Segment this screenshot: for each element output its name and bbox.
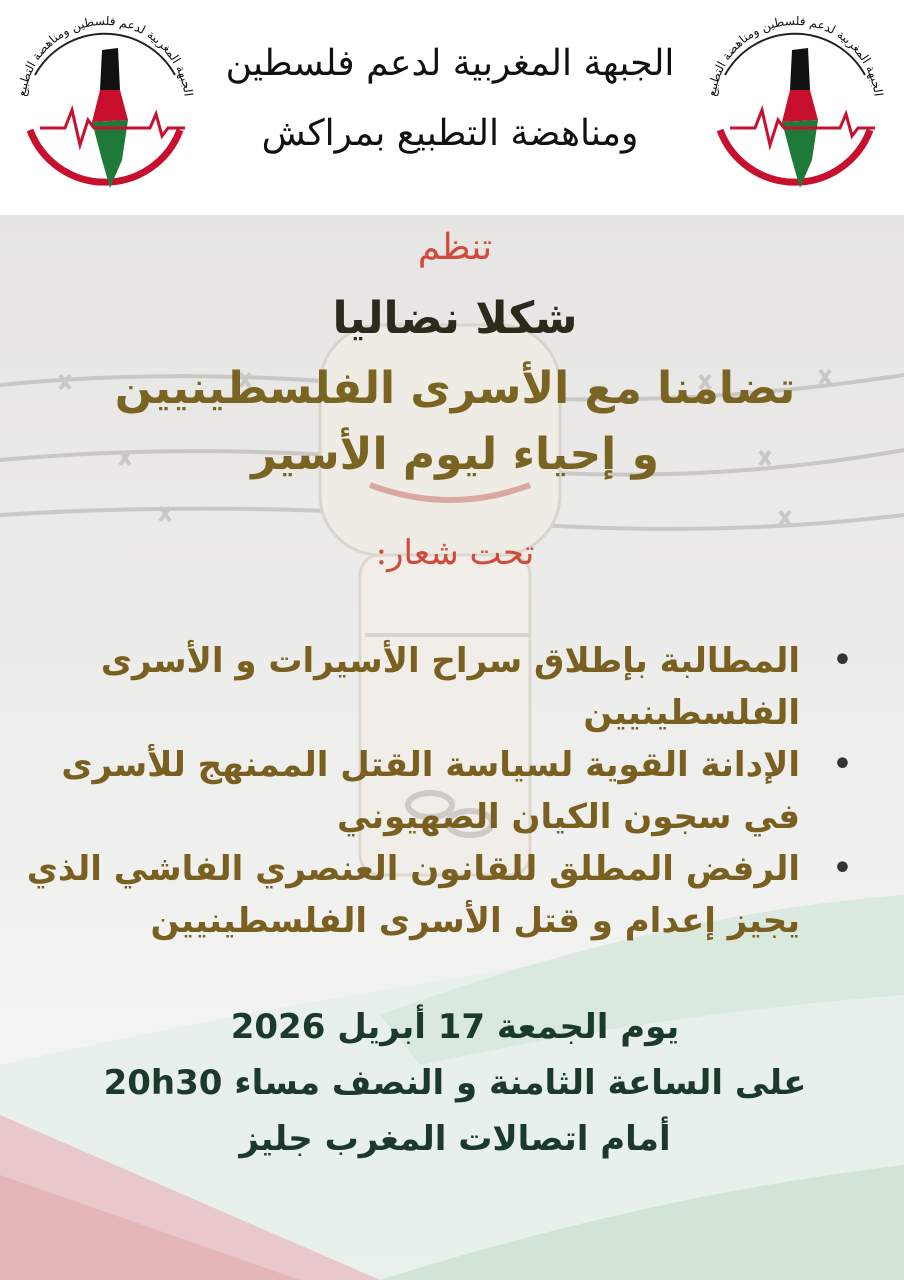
bullet-icon: •	[832, 643, 852, 678]
poster-body	[0, 215, 904, 1280]
event-date: يوم الجمعة 17 أبريل 2026	[230, 1007, 680, 1047]
event-place: أمام اتصالات المغرب جليز	[239, 1119, 671, 1159]
bullet-icon: •	[832, 851, 852, 886]
organization-name-line2: ومناهضة التطبيع بمراكش	[261, 113, 639, 154]
demand-text: الإدانة القوية لسياسة القتل الممنهج للأسرى في سجون الكيان الصهيوني	[61, 745, 800, 837]
list-item	[10, 635, 870, 739]
title-line-1: شكلا نضاليا	[332, 293, 578, 344]
header	[0, 0, 904, 215]
event-time: على الساعة الثامنة و النصف مساء 20h30	[103, 1063, 807, 1103]
organizes-label: تنظم	[417, 227, 493, 268]
svg-text:الجبهة المغربية لدعم فلسطين وم: الجبهة المغربية لدعم فلسطين ومناهضة التطبيع	[14, 13, 196, 98]
demand-text: المطالبة بإطلاق سراح الأسيرات و الأسرى الفلسطينيين	[100, 641, 800, 733]
organization-name-line1: الجبهة المغربية لدعم فلسطين	[225, 43, 675, 84]
organization-logo-right	[700, 10, 890, 200]
title-line-2: تضامنا مع الأسرى الفلسطينيين	[114, 363, 796, 414]
bullet-icon: •	[832, 747, 852, 782]
svg-text:الجبهة المغربية لدعم فلسطين وم: الجبهة المغربية لدعم فلسطين ومناهضة التطبيع	[704, 13, 886, 98]
organization-logo-left	[10, 10, 200, 200]
slogan-intro: تحت شعار:	[375, 533, 535, 573]
title-line-3: و إحياء ليوم الأسير	[251, 429, 659, 480]
list-item	[10, 739, 870, 843]
demand-text: الرفض المطلق للقانون العنصري الفاشي الذي يجيز إعدام و قتل الأسرى الفلسطينيين	[26, 849, 800, 941]
list-item	[10, 843, 870, 947]
demands-list	[10, 635, 870, 947]
